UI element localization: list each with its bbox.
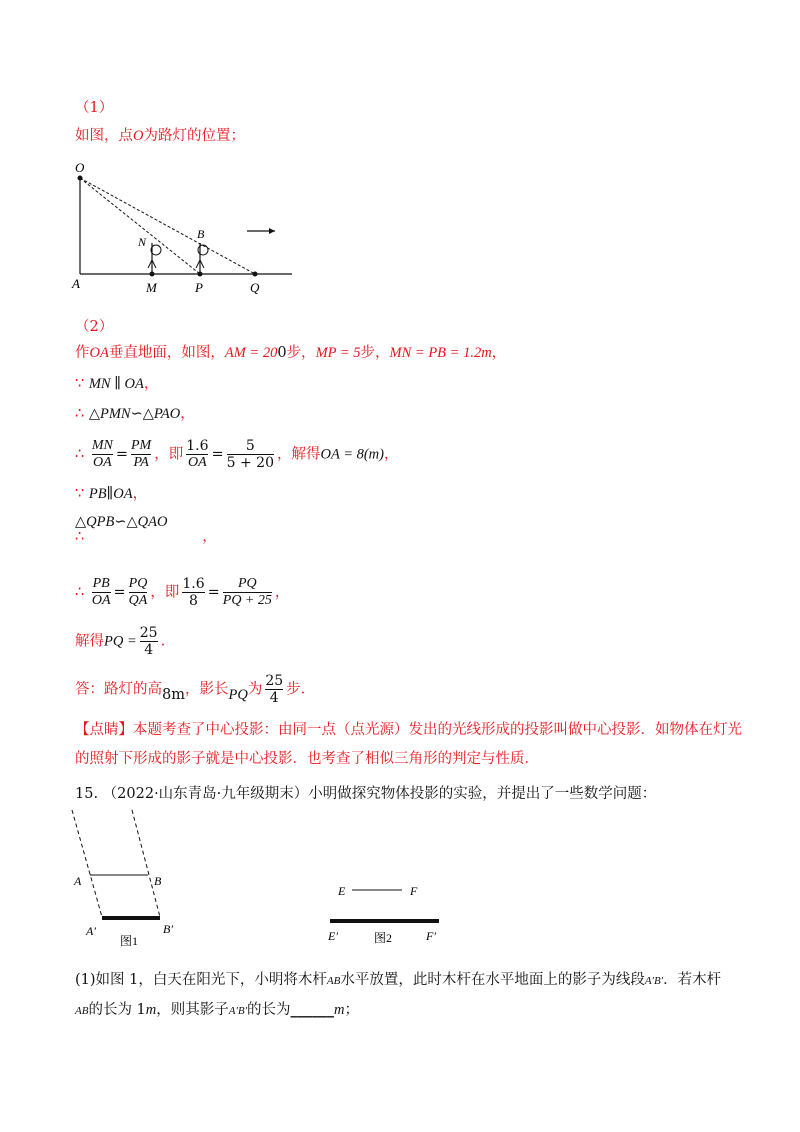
q151-unit2: m [334, 1002, 345, 1018]
l1-mp: MP = 5 [315, 345, 361, 361]
label-o: O [75, 160, 85, 175]
label-a: A [74, 874, 82, 888]
l1-mn: MN = PB = 1.2m [389, 345, 492, 361]
l2-end: ， [143, 376, 159, 392]
part2-line6-expr: △QPB∽△QAO [75, 514, 168, 530]
q151-ab: AB [326, 975, 341, 987]
fraction-25-4: $\frac{25}{4}$ [265, 673, 284, 706]
answer-text-d: 步. [286, 681, 306, 698]
comment-line1 [75, 720, 742, 740]
l1-text-b: 垂直地面，如图， [108, 345, 225, 361]
label-a-prime: A′ [86, 924, 96, 938]
l7-end: ， [274, 584, 290, 601]
person-b [196, 243, 208, 274]
q151-text-a: (1)如图 1，白天在阳光下，小明将木杆 [75, 972, 327, 988]
point-q [253, 272, 258, 277]
part2-line5 [75, 484, 147, 504]
q151-a2b2: A′B′ [644, 975, 664, 987]
part2-line6-sym [75, 527, 217, 547]
part1-intro [75, 126, 245, 146]
arrow-right-icon [269, 228, 275, 234]
l5-expr: PB∥OA [88, 486, 133, 502]
l8-jiede: 解得 [75, 633, 104, 650]
fraction-pb-oa: $\frac{PB}{OA}$ [91, 576, 111, 608]
ray-oq [80, 178, 255, 274]
l1-text-a: 作 [75, 345, 90, 361]
answer-text-b: ，影长 [184, 681, 229, 698]
label-f-prime: F′ [426, 929, 436, 943]
label-b: B [154, 874, 162, 888]
part2-line7 [75, 576, 289, 609]
q15-header [75, 784, 656, 804]
q15-part1-line2 [75, 1000, 359, 1021]
label-f: F [410, 884, 418, 898]
l3-expr: △PMN∽△PAO [88, 406, 181, 422]
therefore-symbol: ∴ [75, 406, 85, 422]
part2-answer [75, 673, 305, 706]
fraction-mn-oa: $\frac{MN}{OA}$ [91, 438, 113, 470]
comment-tag: 【点睛】 [75, 722, 133, 738]
answer-height: 8m [162, 686, 185, 703]
q151-text-f: 的长为 [247, 1002, 291, 1018]
l5-end: ， [132, 486, 148, 502]
eq: = [113, 584, 126, 601]
fraction-pq-qa: $\frac{PQ}{QA}$ [128, 576, 148, 608]
label-e: E [338, 884, 346, 898]
light-ray-left [72, 810, 102, 917]
part2-line8 [75, 625, 165, 658]
l2-expr: MN ∥ OA [88, 376, 144, 392]
part2-line4 [75, 438, 398, 471]
label-b-prime: B′ [163, 922, 173, 936]
fig2-caption: 图2 [374, 931, 393, 945]
intro-var: O [133, 128, 144, 144]
answer-blank[interactable]: ______ [290, 1001, 335, 1018]
ray-op [80, 178, 200, 274]
figure-1 [62, 805, 192, 955]
l3-end: ， [180, 406, 195, 422]
q151-end: ； [344, 1002, 360, 1018]
person-n [148, 243, 161, 274]
fig1-caption: 图1 [120, 934, 139, 948]
q15-source: （2022·山东青岛·九年级期末） [102, 786, 309, 802]
q15-number: 15. [75, 786, 99, 802]
l1-step2: 步， [360, 345, 390, 361]
intro-text-b: 为路灯的位置； [143, 128, 245, 144]
l6-end: ， [202, 529, 217, 545]
therefore-symbol: ∴ [75, 529, 85, 545]
fraction-25-4: $\frac{25}{4}$ [139, 625, 158, 658]
fraction-5-25: $\frac{5}{5 + 20}$ [226, 438, 274, 471]
label-a: A [72, 276, 80, 291]
l8-end: . [160, 633, 166, 650]
part2-line1 [75, 343, 506, 363]
q151-unit: m [145, 1002, 157, 1018]
therefore-symbol: ∴ [75, 584, 85, 601]
eq: = [211, 446, 224, 463]
l8-lhs: PQ = [104, 633, 137, 650]
comment-text1: 本题考查了中心投影：由同一点（点光源）发出的光线形成的投影叫做中心投影．如物体在灯光 [133, 722, 742, 738]
part1-label: （1） [75, 100, 114, 116]
label-q: Q [250, 280, 260, 295]
label-m: M [146, 280, 157, 295]
l4-result: OA = 8(m) [320, 446, 384, 463]
eq: = [115, 446, 128, 463]
light-ray-right [132, 810, 160, 917]
therefore-symbol: ∴ [75, 446, 85, 463]
l1-stray-zero: 0 [277, 345, 287, 361]
answer-text-c: 为 [247, 681, 263, 698]
l4-end: ， [383, 446, 399, 463]
label-e-prime: E′ [328, 929, 338, 943]
part2-line3 [75, 404, 195, 424]
because-symbol: ∵ [75, 376, 85, 392]
fraction-1.6-oa: $\frac{1.6}{OA}$ [186, 438, 209, 470]
l1-step1: 步， [286, 345, 316, 361]
l1-am: AM = 20 [224, 345, 278, 361]
l4-ji: ，即 [154, 446, 184, 463]
part2-line2 [75, 374, 158, 394]
eq: = [207, 584, 220, 601]
answer-text-a: 答：路灯的高 [75, 681, 162, 698]
label-n: N [138, 235, 147, 249]
intro-text-a: 如图，点 [75, 128, 133, 144]
q151-text-d: 的长为 1 [88, 1002, 146, 1018]
label-p: P [195, 280, 203, 295]
fraction-pm-pa: $\frac{PM}{PA}$ [131, 438, 152, 470]
fraction-1.6-8: $\frac{1.6}{8}$ [182, 576, 205, 609]
label-b: B [197, 227, 205, 241]
l7-ji: ，即 [150, 584, 180, 601]
because-symbol: ∵ [75, 486, 85, 502]
q151-a2b2-2: A′B′ [228, 1005, 248, 1017]
answer-pq: PQ [228, 686, 248, 703]
l4-jiede: ，解得 [277, 446, 321, 463]
part2-label: （2） [75, 319, 114, 335]
point-o [78, 176, 83, 181]
fraction-pq-pq25: $\frac{PQ}{PQ + 25}$ [222, 576, 272, 608]
q151-text-b: 水平放置，此时木杆在水平地面上的影子为线段 [340, 972, 645, 988]
l1-oa: OA [89, 345, 109, 361]
l1-end: ， [491, 345, 507, 361]
q15-stem: 小明做探究物体投影的实验，并提出了一些数学问题： [308, 786, 657, 802]
q151-text-e: ，则其影子 [156, 1002, 229, 1018]
q15-part1-line1 [75, 970, 721, 991]
q151-ab-2: AB [75, 1005, 89, 1017]
streetlight-figure [70, 158, 300, 298]
figure-2 [322, 870, 452, 955]
comment-line2: 的照射下形成的影子就是中心投影．也考查了相似三角形的判定与性质． [75, 751, 539, 767]
q151-text-c: ．若木杆 [663, 972, 722, 988]
